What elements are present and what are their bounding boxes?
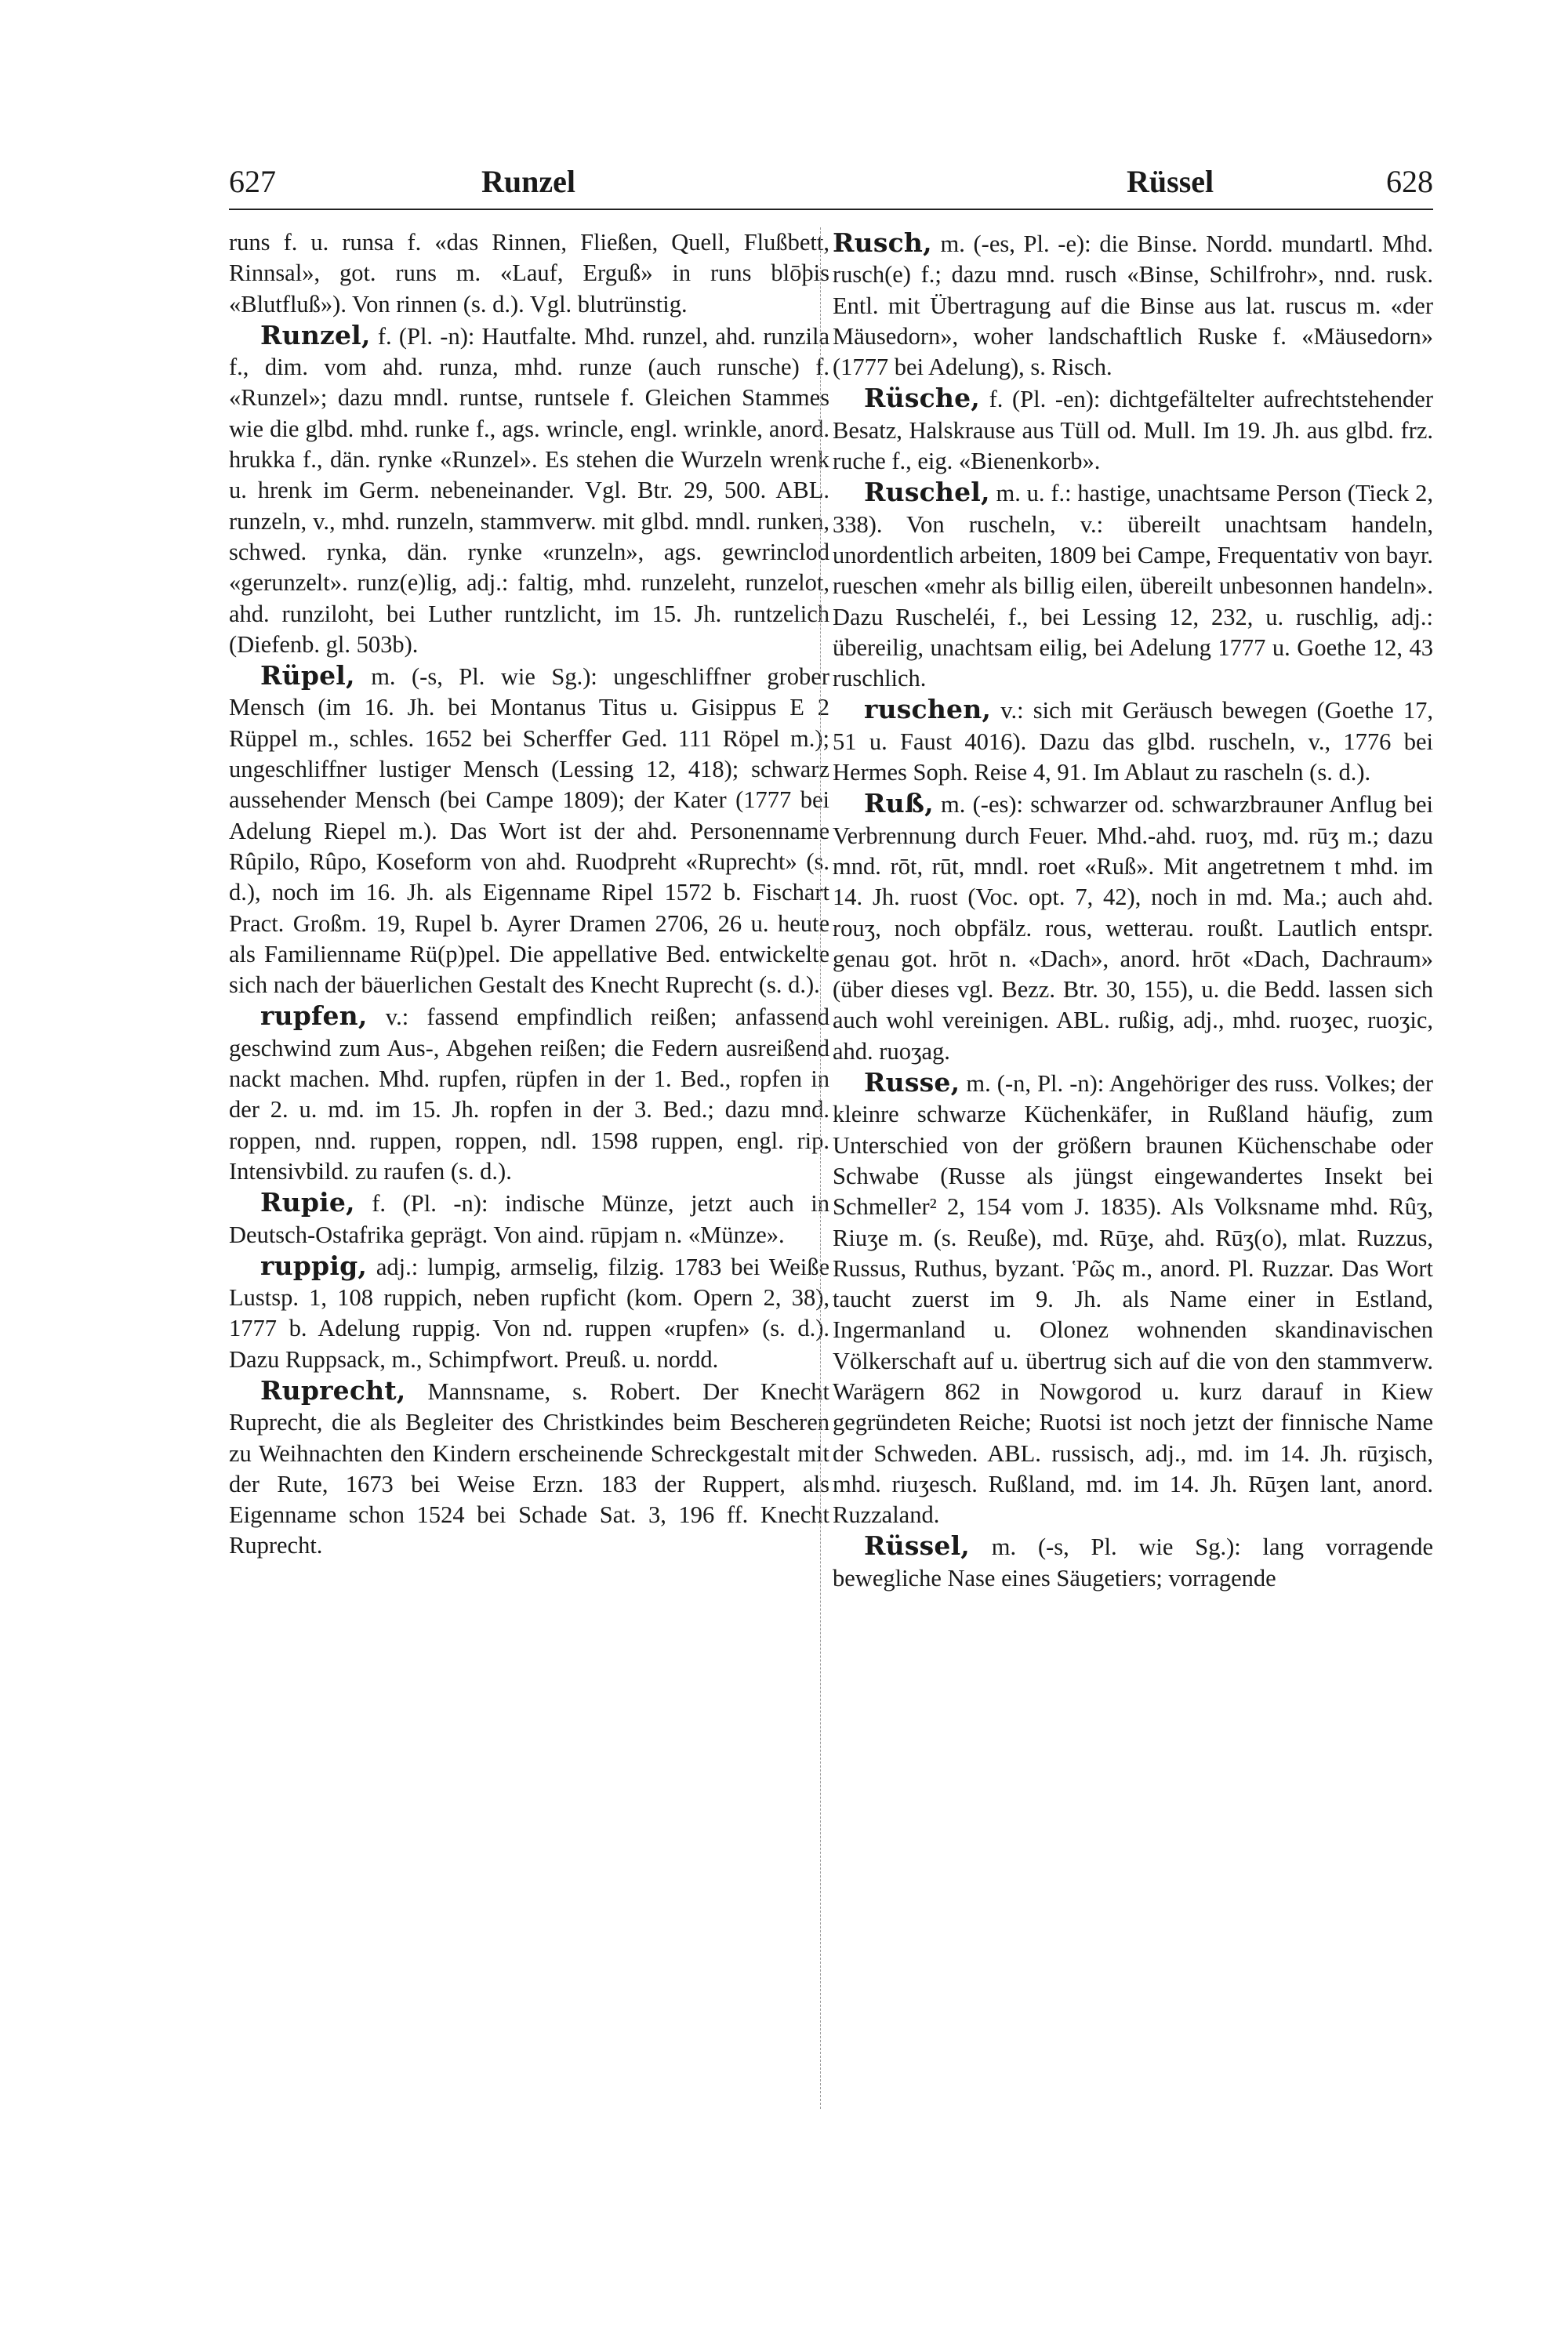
page-header <box>229 162 1433 210</box>
page-number-right: 628 <box>1386 164 1433 199</box>
page-number-left: 627 <box>229 164 276 199</box>
left-column <box>229 227 829 1562</box>
entry-rusche: Rüsche, f. (Pl. -en): dichtgefältelter aufrechtstehender Besatz, Halskrause aus Tüll od. Mull. Im 19. Jh. aus glbd. frz. ruche f., eig. «Bienenkorb». <box>833 383 1433 475</box>
headword: rupfen, <box>260 1000 368 1032</box>
headword: Rüpel, <box>260 660 355 691</box>
entry-rupie: Rupie, f. (Pl. -n): indische Münze, jetzt auch in Deutsch-Ostafrika geprägt. Von aind. rūpjam n. «Münze». <box>229 1187 829 1248</box>
entry-rupel: Rüpel, m. (-s, Pl. wie Sg.): ungeschliffner grober Mensch (im 16. Jh. bei Montanus Titus u. Gisippus E 2 Rüppel m., schles. 1652 bei Scherffer Ged. 111 Röpel m.); ungeschliffner lustiger Mensch (Lessing 12, 418); schwarz aussehender Mensch (bei Campe 1809); der Kater (1777 bei Adelung Riepel m.). Das Wort ist der ahd. Personenname Rûpilo, Rûpo, Koseform von ahd. Ruodpreht «Ruprecht» (s. d.), noch im 16. Jh. als Eigenname Ripel 1572 b. Fischart Pract. Großm. 19, Rupel b. Ayrer Dramen 2706, 26 u. heute als Familienname Rü(p)pel. Die appellative Bed. entwickelte sich nach der bäuerlichen Gestalt des Knecht Ruprecht (s. d.). <box>229 660 829 999</box>
headword: Rüssel, <box>864 1530 970 1562</box>
entry-russe: Russe, m. (-n, Pl. -n): Angehöriger des russ. Volkes; der kleinre schwarze Küchenkäfer, in Rußland häufig, zum Unterschied von der größern braunen Küchenschabe oder Schwabe (Russe als jüngst eingewandertes Insekt bei Schmeller² 2, 154 vom J. 1835). Als Volksname mhd. Rûʒ, Riuʒe m. (s. Reuße), md. Rūʒe, ahd. Rūʒ(o), mlat. Ruzzus, Russus, Ruthus, byzant. Ῥῶς m., anord. Pl. Ruzzar. Das Wort taucht zuerst im 9. Jh. als Name einer in Estland, Ingermanland u. Olonez wohnenden skandinavischen Völkerschaft auf u. übertrug sich auf die von den stammverw. Warägern 862 in Nowgorod u. kurz darauf in Kiew gegründeten Reiche; Ruotsi ist noch jetzt der finnische Name der Schweden. ABL. russisch, adj., md. im 14. Jh. rūʒisch, mhd. riuʒesch. Rußland, md. im 14. Jh. Rūʒen lant, anord. Ruzzaland. <box>833 1067 1433 1529</box>
headword: Ruprecht, <box>260 1374 406 1406</box>
headword: Rüsche, <box>864 383 980 414</box>
headword: Rupie, <box>260 1187 355 1218</box>
entry-runzel: Runzel, f. (Pl. -n): Hautfalte. Mhd. runzel, ahd. runzila f., dim. vom ahd. runza, mhd. runze (auch runsche) f. «Runzel»; dazu mndl. runtse, runtsele f. Gleichen Stammes wie die glbd. mhd. runke f., ags. wrincle, engl. wrinkle, anord. hrukka f., dän. rynke «Runzel». Es stehen die Wurzeln wrenk u. hrenk im Germ. nebeneinander. Vgl. Btr. 29, 500. ABL. runzeln, v., mhd. runzeln, stammverw. mit glbd. mndl. runken, schwed. rynka, dän. rynke «runzeln», ags. gewrinclod «gerunzelt». runz(e)lig, adj.: faltig, mhd. runzeleht, runzelot, ahd. runziloht, bei Luther runtzlicht, im 15. Jh. runtzelich (Diefenb. gl. 503b). <box>229 319 829 658</box>
entry-rupfen: rupfen, v.: fassend empfindlich reißen; anfassend geschwind zum Aus-, Abgehen reißen; die Federn ausreißend nackt machen. Mhd. rupfen, rüpfen in der 1. Bed., ropfen in der 2. u. md. im 15. Jh. ropfen in der 3. Bed.; dazu mnd. roppen, nnd. ruppen, roppen, ndl. 1598 ruppen, engl. rip. Intensivbild. zu raufen (s. d.). <box>229 1000 829 1185</box>
entry-russel: Rüssel, m. (-s, Pl. wie Sg.): lang vorragende bewegliche Nase eines Säugetiers; vorragende <box>833 1530 1433 1592</box>
entry-ruprecht: Ruprecht, Mannsname, s. Robert. Der Knecht Ruprecht, die als Begleiter des Christkindes beim Bescheren zu Weihnachten den Kindern erscheinende Schreckgestalt mit der Rute, 1673 bei Weise Erzn. 183 der Ruppert, als Eigenname schon 1524 bei Schade Sat. 3, 196 ff. Knecht Ruprecht. <box>229 1374 829 1559</box>
headword: ruschen, <box>864 694 992 725</box>
column-divider <box>820 227 821 2109</box>
entry-ruppig: ruppig, adj.: lumpig, armselig, filzig. 1783 bei Weiße Lustsp. 1, 108 ruppich, neben rupficht (kom. Opern 2, 38), 1777 b. Adelung ruppig. Von nd. ruppen «rupfen» (s. d.). Dazu Ruppsack, m., Schimpfwort. Preuß. u. nordd. <box>229 1250 829 1373</box>
right-column <box>833 227 1433 1594</box>
headword: Ruß, <box>864 788 934 819</box>
entry-ruschen: ruschen, v.: sich mit Geräusch bewegen (Goethe 17, 51 u. Faust 4016). Dazu das glbd. ruscheln, v., 1776 bei Hermes Soph. Reise 4, 91. Im Ablaut zu rascheln (s. d.). <box>833 694 1433 786</box>
headword: Russe, <box>864 1067 960 1098</box>
entry-continuation: runs f. u. runsa f. «das Rinnen, Fließen, Quell, Flußbett, Rinnsal», got. runs m. «Lauf, Erguß» in runs blōþis «Blutfluß»). Von rinnen (s. d.). Vgl. blutrünstig. <box>229 229 829 318</box>
entry-russ: Ruß, m. (-es): schwarzer od. schwarzbrauner Anflug bei Verbrennung durch Feuer. Mhd.-ahd. ruoʒ, md. rūʒ m.; dazu mnd. rōt, rūt, mndl. roet «Ruß». Mit angetretnem t mhd. im 14. Jh. ruost (Voc. opt. 7, 42), noch in md. Ma.; auch ahd. rouʒ, noch obpfälz. rous, wetterau. roußt. Lautlich entspr. genau got. hrōt n. «Dach», anord. hrōt «Dach, Dachraum» (über dieses vgl. Bezz. Btr. 30, 155), u. die Bedd. lassen sich auch wohl vereinigen. ABL. rußig, adj., mhd. ruoʒec, ruoʒic, ahd. ruoʒag. <box>833 788 1433 1065</box>
entry-ruschel: Ruschel, m. u. f.: hastige, unachtsame Person (Tieck 2, 338). Von ruscheln, v.: übereilt unachtsam handeln, unordentlich arbeiten, 1809 bei Campe, Frequentativ von bayr. rueschen «mehr als billig eilen, übereilt unbesonnen handeln». Dazu Ruscheléi, f., bei Lessing 12, 232, u. ruschlig, adj.: übereilig, unachtsam eilig, bei Adelung 1777 u. Goethe 12, 43 ruschlich. <box>833 477 1433 692</box>
guide-word-right: Rüssel <box>1127 164 1214 199</box>
headword: Rusch, <box>833 227 932 258</box>
headword: Runzel, <box>260 319 371 350</box>
headword: ruppig, <box>260 1250 368 1281</box>
headword: Ruschel, <box>864 477 990 508</box>
entry-rusch: Rusch, m. (-es, Pl. -e): die Binse. Nordd. mundartl. Mhd. rusch(e) f.; dazu mnd. rusch «Binse, Schilfrohr», nnd. rusk. Entl. mit Übertragung auf die Binse aus lat. ruscus m. «der Mäusedorn», woher landschaftlich Ruske f. «Mäusedorn» (1777 bei Adelung), s. Risch. <box>833 227 1433 381</box>
guide-word-left: Runzel <box>481 164 575 199</box>
